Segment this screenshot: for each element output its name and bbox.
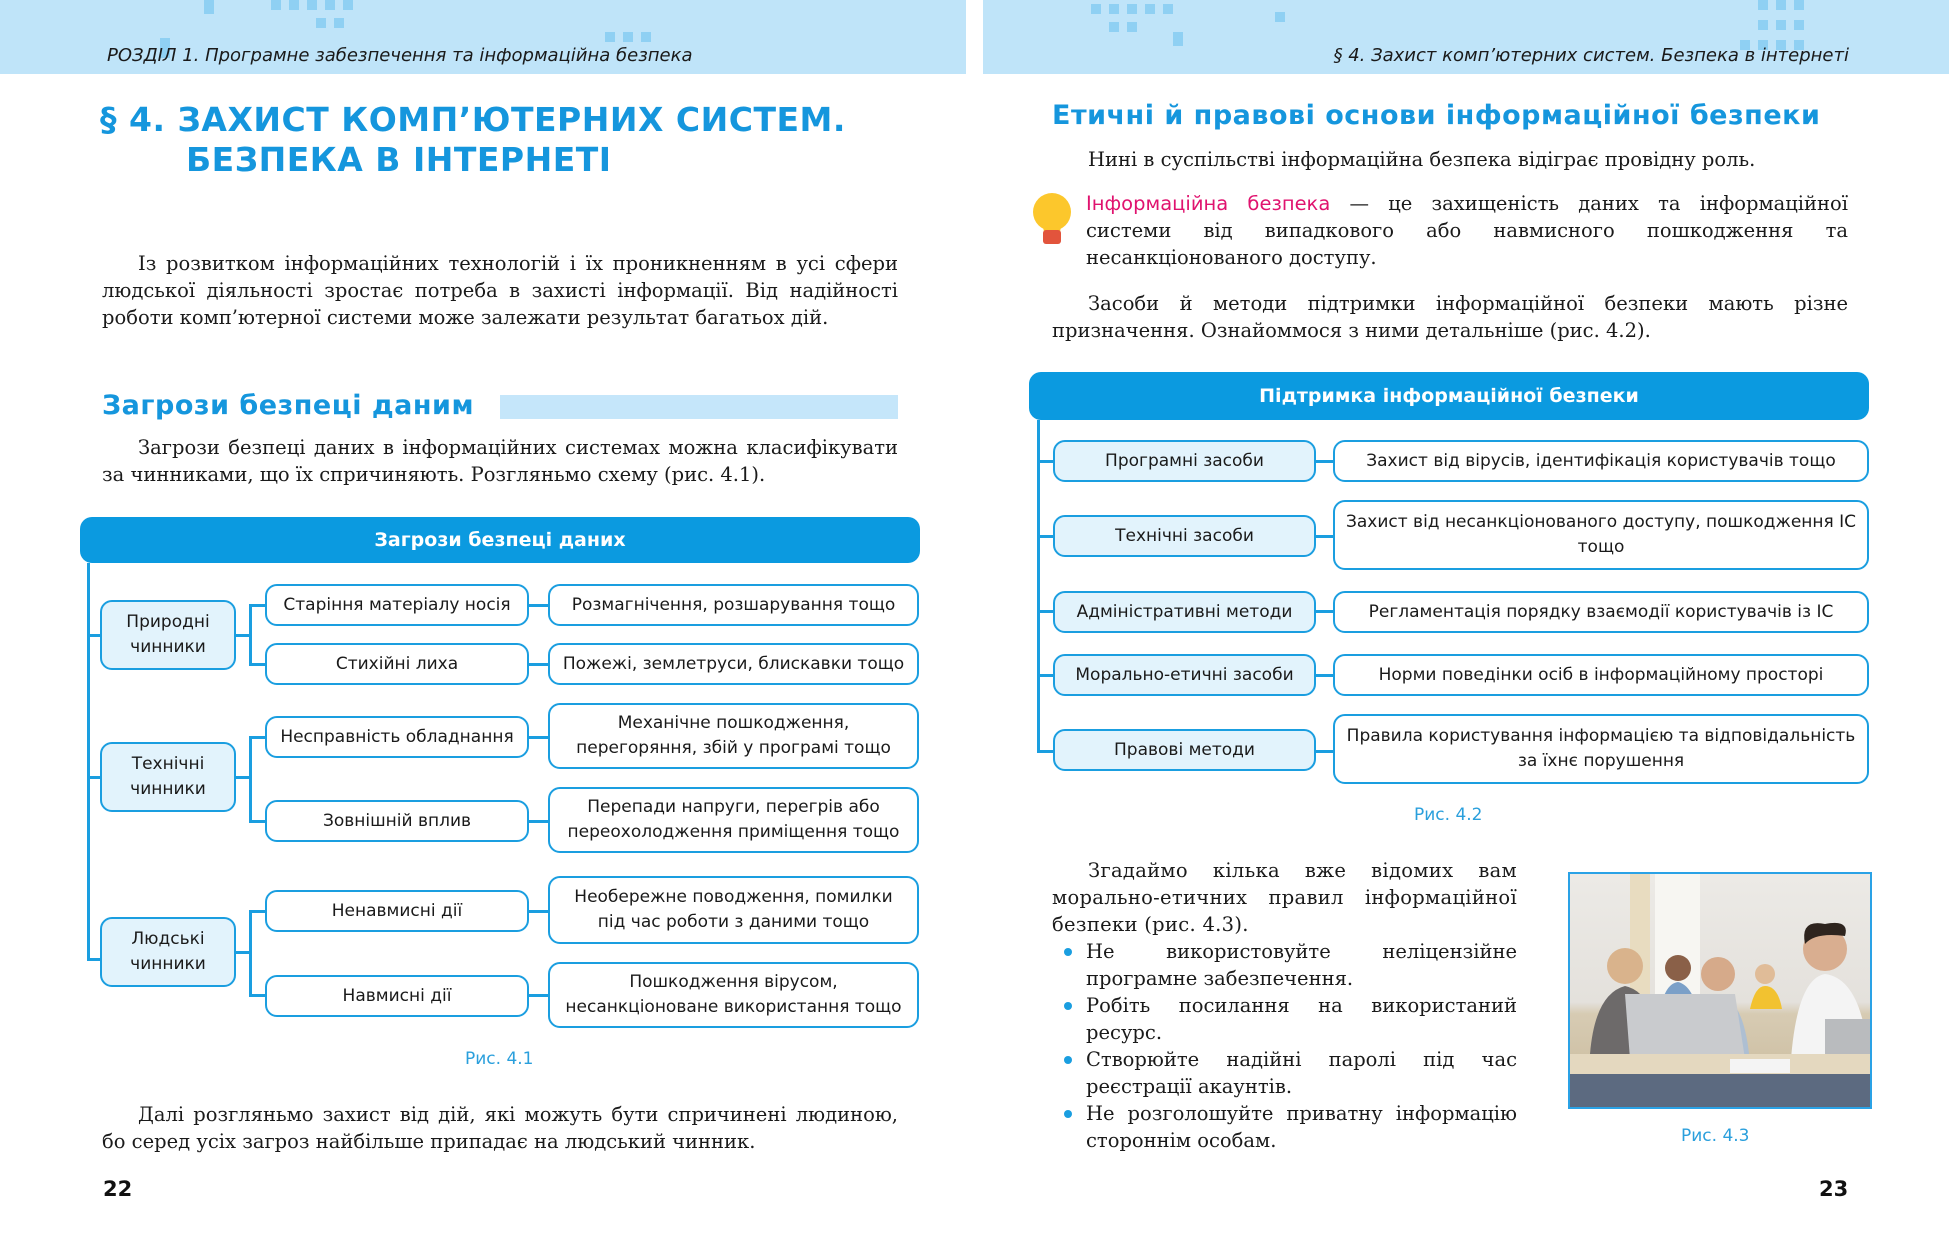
definition-block <box>1086 190 1848 271</box>
means-box: Морально-етичні засоби <box>1053 654 1316 696</box>
example-box: Пожежі, землетруси, блискавки тощо <box>548 643 919 685</box>
threats-paragraph: Загрози безпеці даних в інформаційних системах можна класифікувати за чинниками, що їх спричиняють. Розгляньмо схему (рис. 4.1). <box>102 436 898 486</box>
means-paragraph: Засоби й методи підтримки інформаційної безпеки мають різне призначення. Ознайоммося з ними детальніше (рис. 4.2). <box>1052 292 1848 342</box>
connector <box>1316 750 1334 753</box>
figure-caption-4-2: Рис. 4.2 <box>1414 805 1483 825</box>
description-box: Норми поведінки осіб в інформаційному просторі <box>1333 654 1869 696</box>
list-item: Не розголошуйте приватну інформацію стороннім особам. <box>1052 1100 1517 1154</box>
means-box: Програмні засоби <box>1053 440 1316 482</box>
category-natural: Природні чинники <box>100 600 236 670</box>
classroom-photo <box>1568 872 1872 1109</box>
intro-paragraph: Із розвитком інформаційних технологій і їх проникненням в усі сфери людської діяльності зростає потреба в захисті інформації. Від надійності роботи комп’ютерної системи може залежати результат багатьох дій. <box>102 252 898 329</box>
description-box: Захист від несанкціонованого доступу, пошкодження ІС тощо <box>1333 500 1869 570</box>
cause-box: Навмисні дії <box>265 975 529 1017</box>
chapter-header-text: РОЗДІЛ 1. Програмне забезпечення та інформаційна безпека <box>107 45 693 66</box>
figure-caption-4-3: Рис. 4.3 <box>1681 1126 1750 1146</box>
cause-box: Ненавмисні дії <box>265 890 529 932</box>
cause-box: Зовнішній вплив <box>265 800 529 842</box>
figure-caption-4-1: Рис. 4.1 <box>465 1049 534 1069</box>
connector <box>1316 674 1334 677</box>
page-title-line2: БЕЗПЕКА В ІНТЕРНЕТІ <box>186 140 612 179</box>
description-box: Захист від вірусів, ідентифікація користувачів тощо <box>1333 440 1869 482</box>
example-box: Необережне поводження, помилки під час роботи з даними тощо <box>548 876 919 944</box>
list-item: Створюйте надійні паролі під час реєстрації акаунтів. <box>1052 1046 1517 1100</box>
category-technical: Технічні чинники <box>100 742 236 812</box>
cause-box: Несправність обладнання <box>265 716 529 758</box>
section-heading-ethics: Етичні й правові основи інформаційної безпеки <box>1052 100 1821 131</box>
list-item: Не використовуйте неліцензійне програмне забезпечення. <box>1052 938 1517 992</box>
connector <box>1037 460 1054 463</box>
connector <box>1316 460 1334 463</box>
cause-box: Стихійні лиха <box>265 643 529 685</box>
section-header-text: § 4. Захист комп’ютерних систем. Безпека в інтернеті <box>1333 45 1849 66</box>
running-header-right <box>983 0 1949 74</box>
rules-list <box>1052 938 1517 1154</box>
connector <box>1037 610 1054 613</box>
diagram-title-support: Підтримка інформаційної безпеки <box>1029 372 1869 420</box>
connector <box>1037 674 1054 677</box>
connector <box>1316 535 1334 538</box>
lightbulb-icon <box>1031 192 1073 248</box>
means-box: Технічні засоби <box>1053 515 1316 557</box>
closing-paragraph: Далі розгляньмо захист від дій, які можуть бути спричинені людиною, бо серед усіх загроз найбільше припадає на людський чинник. <box>102 1103 898 1153</box>
page-title-line1: § 4. ЗАХИСТ КОМП’ЮТЕРНИХ СИСТЕМ. <box>100 100 846 139</box>
means-box: Правові методи <box>1053 729 1316 771</box>
example-box: Пошкодження вірусом, несанкціоноване використання тощо <box>548 962 919 1028</box>
intro-paragraph-right: Нині в суспільстві інформаційна безпека відіграє провідну роль. <box>1088 148 1756 171</box>
example-box: Перепади напруги, перегрів або переохолодження приміщення тощо <box>548 787 919 853</box>
description-box: Правила користування інформацією та відповідальність за їхнє порушення <box>1333 714 1869 784</box>
example-box: Розмагнічення, розшарування тощо <box>548 584 919 626</box>
page-number-right: 23 <box>1819 1177 1849 1201</box>
description-box: Регламентація порядку взаємодії користувачів із ІС <box>1333 591 1869 633</box>
connector <box>1316 610 1334 613</box>
connector <box>1037 750 1054 753</box>
example-box: Механічне пошкодження, перегоряння, збій у програмі тощо <box>548 703 919 769</box>
rules-intro: Згадаймо кілька вже відомих вам морально-етичних правил інформаційної безпеки (рис. 4.3). <box>1052 859 1517 936</box>
means-box: Адміністративні методи <box>1053 591 1316 633</box>
definition-term: Інформаційна безпека <box>1086 192 1331 215</box>
cause-box: Старіння матеріалу носія <box>265 584 529 626</box>
section-heading-threats: Загрози безпеці даним <box>102 390 475 421</box>
definition-text: — це захищеність даних та інформаційної системи від випадкового або навмисного пошкодження та несанкціонованого доступу. <box>1086 192 1848 269</box>
diagram-title-threats: Загрози безпеці даних <box>80 517 920 563</box>
diagram-trunk-line <box>1037 420 1040 753</box>
photo-illustration <box>1570 874 1872 1109</box>
category-human: Людські чинники <box>100 917 236 987</box>
page-number-left: 22 <box>103 1177 133 1201</box>
list-item: Робіть посилання на використаний ресурс. <box>1052 992 1517 1046</box>
connector <box>1037 535 1054 538</box>
